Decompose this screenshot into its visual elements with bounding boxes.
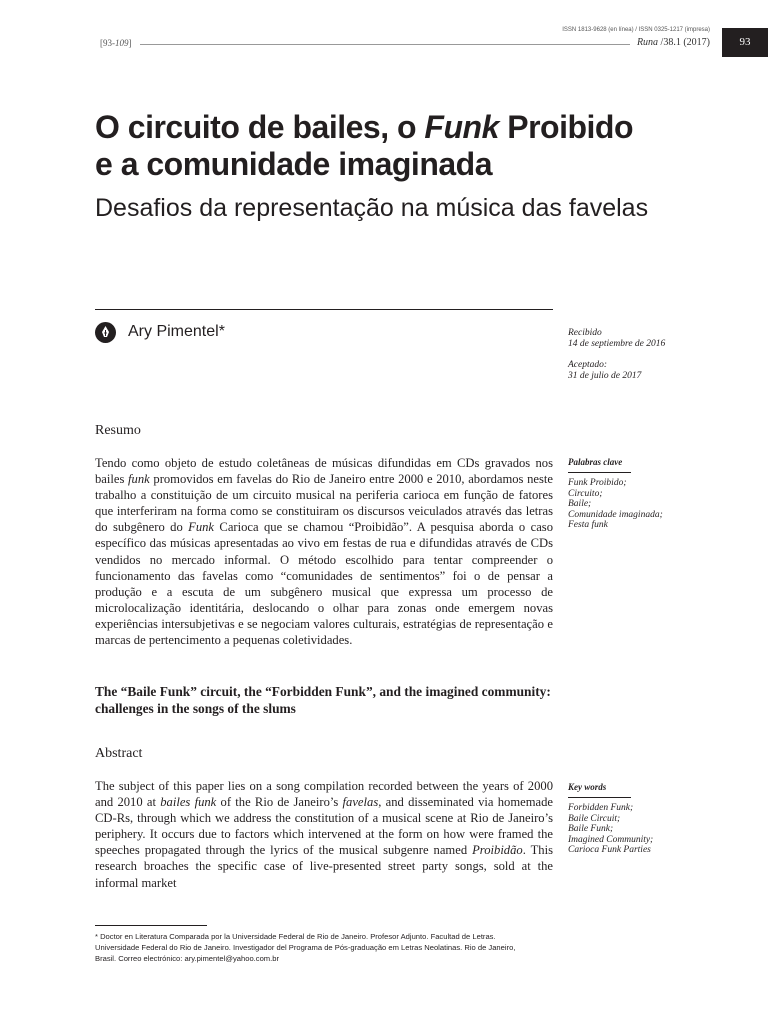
footnote-rule	[95, 925, 207, 926]
footnote: * Doctor en Literatura Comparada por la Universidade Federal de Rio de Janeiro. Profesor Adjunto. Facultad de Letras. Universidade Federal do Rio de Janeiro. Investigador del Programa de Pós-graduação em Letras Neolatinas. Rio de Janeiro, Brasil. Correo electrónico: ary.pimentel@yahoo.com.br	[95, 932, 516, 963]
text-run: . This research broaches the specific case of live-presented street party songs, sold at the informal market	[95, 843, 553, 890]
page-range	[100, 38, 132, 48]
resumo-heading: Resumo	[95, 423, 141, 438]
received-date: 14 de septiembre de 2016	[568, 339, 666, 349]
text-run: of the Rio de Janeiro’s	[216, 795, 343, 810]
text-italic: Proibidão	[472, 843, 523, 858]
keyword-item: Comunidade imaginada;	[568, 509, 663, 520]
keyword-item: Baile Circuit;	[568, 813, 621, 824]
text-italic: funk	[128, 472, 150, 487]
text-run: , and disseminated via homemade CD-Rs, through which we address the constitution of a musical scene at Rio de Janeiro’s periphery. It occurs due to factors which intervened at the form on how were framed the speeches propagated through the lyrics of the musical subgenre named	[95, 795, 553, 858]
text-italic: bailes funk	[160, 795, 217, 810]
text-run: promovidos em favelas do Rio de Janeiro entre 2000 e 2010, abordamos neste trabalho a constituição de um circuito musical na periferia carioca em função de fatores que interferiram na forma como se constituiram os discursos veiculados através das letras do subgênero do	[95, 472, 553, 535]
article-title	[95, 109, 735, 183]
keywords-en-list	[568, 803, 653, 856]
abstract-heading: Abstract	[95, 746, 143, 761]
title-part: Proibido	[498, 109, 634, 145]
keyword-item: Festa funk	[568, 520, 608, 531]
page-number-badge: 93	[722, 28, 768, 57]
keywords-en-heading: Key words	[568, 782, 607, 792]
keyword-item: Circuito;	[568, 488, 603, 499]
keyword-item: Imagined Community;	[568, 834, 654, 845]
title-italic: Funk	[424, 109, 499, 145]
text-run: Carioca que se chamou “Proibidão”. A pesquisa aborda o caso específico das músicas apresentadas ao vivo em festas de rua e difundidas através de CDs vendidos no mercado informal. O método escolhido para tentar compreender o funcionamento das favelas como “comunidades de sentimentos” foi o de pensar a produção e a escuta de um subgênero musical que expressa um processo de microlocalização identitária, deslocando o olhar para zonas onde emergem novas experiências intersubjetivas e se negociam valores culturais, estratégias de representação e marcas de pertencimento a pequenas coletividades.	[95, 520, 553, 648]
text-italic: Funk	[188, 520, 215, 535]
title-part: O circuito de bailes, o	[95, 109, 425, 145]
keywords-pt-list	[568, 478, 663, 531]
received-label: Recibido	[568, 328, 602, 338]
fountain-pen-icon	[95, 322, 116, 343]
page-range-start: [93-	[100, 38, 115, 48]
keyword-item: Carioca Funk Parties	[568, 845, 651, 856]
keywords-en-rule	[568, 797, 631, 798]
keyword-item: Baile;	[568, 499, 592, 510]
resumo-text	[95, 455, 553, 648]
accepted-date: 31 de julio de 2017	[568, 371, 642, 381]
title-divider	[95, 309, 553, 310]
journal-citation	[560, 37, 710, 48]
header-rule	[140, 44, 630, 45]
keyword-item: Baile Funk;	[568, 824, 614, 835]
received-block	[568, 328, 665, 350]
keywords-pt-heading: Palabras clave	[568, 457, 623, 467]
accepted-block	[568, 360, 641, 382]
text-italic: favelas	[342, 795, 379, 810]
journal-name: Runa	[636, 37, 659, 48]
text-run: Tendo como objeto de estudo coletâneas de músicas difundidas em CDs gravados nos bailes	[95, 456, 553, 487]
keywords-pt-rule	[568, 472, 631, 473]
journal-volume: /38.1 (2017)	[658, 37, 710, 48]
page-range-end: 109	[115, 38, 129, 48]
article-subtitle: Desafios da representação na música das favelas	[95, 194, 649, 222]
keyword-item: Forbidden Funk;	[568, 803, 634, 813]
text-run: The subject of this paper lies on a song compilation recorded between the years of 2000 and 2010 at	[95, 779, 553, 810]
english-title: The “Baile Funk” circuit, the “Forbidden Funk”, and the imagined community: challenges in the songs of the slums	[95, 684, 551, 716]
issn-text: ISSN 1813-9628 (en línea) / ISSN 0325-1217 (impresa)	[562, 27, 710, 33]
abstract-text	[95, 778, 553, 891]
keyword-item: Funk Proibido;	[568, 478, 627, 488]
page-range-close: ]	[128, 38, 132, 48]
accepted-label: Aceptado:	[568, 360, 608, 370]
title-line-2: e a comunidade imaginada	[95, 146, 492, 182]
author-name: Ary Pimentel*	[128, 323, 225, 340]
